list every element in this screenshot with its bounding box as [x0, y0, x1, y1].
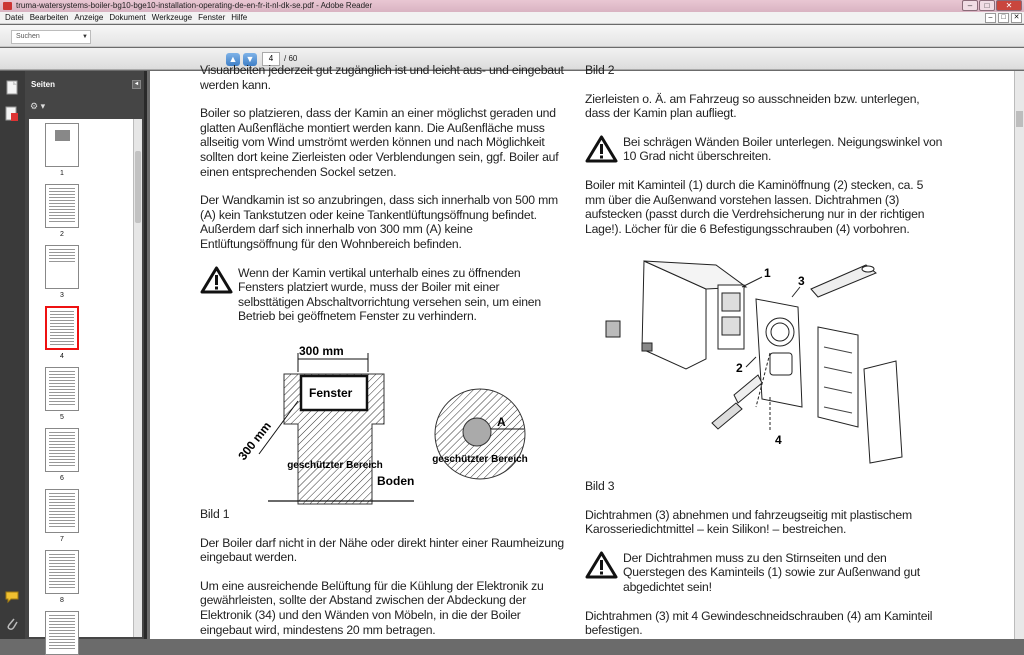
- menu-fenster[interactable]: Fenster: [198, 13, 226, 22]
- window-controls: [962, 0, 1022, 12]
- warning-seal: [585, 551, 945, 595]
- menu-dokument[interactable]: Dokument: [109, 13, 146, 22]
- figure-3-callout-3: 3: [798, 274, 805, 288]
- panel-menu-button[interactable]: ◂: [132, 80, 141, 89]
- arrow-up-icon: ▲: [228, 54, 238, 64]
- thumbnail-scrollbar[interactable]: [133, 119, 142, 637]
- thumbnail-page-2[interactable]: [45, 184, 79, 238]
- caption-figure-3: Bild 3: [585, 479, 615, 493]
- warning-text: Bei schrägen Wänden Boiler unterlegen. Neigungswinkel von 10 Grad nicht überschreiten.: [623, 134, 943, 164]
- window-label: Fenster: [309, 386, 353, 400]
- thumbnail-list: [29, 119, 133, 637]
- options-icon: ⚙ ▾: [30, 101, 46, 111]
- thumbnail-image: [45, 611, 79, 655]
- attachment-icon[interactable]: [5, 616, 19, 632]
- figure-3-diagram: [606, 257, 906, 479]
- paragraph-seal: Dichtrahmen (3) abnehmen und fahrzeugseitig mit plastischem Karosseriedichtmittel – kein Silikon! – bestreichen.: [585, 507, 912, 537]
- pages-panel-icon[interactable]: [5, 80, 19, 96]
- document-view[interactable]: [150, 63, 1014, 639]
- maximize-button[interactable]: □: [979, 0, 995, 11]
- dim-side-label: 300 mm: [235, 419, 274, 463]
- thumbnail-page-4[interactable]: [45, 306, 79, 360]
- figure-3-callout-4: 4: [775, 433, 782, 447]
- paragraph-screws: Dichtrahmen (3) mit 4 Gewindeschneidschrauben (4) am Kaminteil befestigen.: [585, 608, 933, 638]
- menu-werkzeuge[interactable]: Werkzeuge: [151, 13, 193, 22]
- thumbnail-page-6[interactable]: [45, 428, 79, 482]
- warning-text: Der Dichtrahmen muss zu den Stirnseiten und den Querstegen des Kaminteils (1) sowie zur Außenwand gut abgedichtet sein!: [623, 550, 920, 594]
- thumbnail-label: 3: [60, 292, 64, 299]
- page-number-input[interactable]: 4: [262, 52, 280, 66]
- thumbnail-label: 7: [60, 536, 64, 543]
- thumbnail-image: [45, 489, 79, 533]
- doc-minimize-button[interactable]: –: [985, 13, 996, 23]
- thumbnail-image: [45, 184, 79, 228]
- figure-3-callout-2: 2: [736, 361, 743, 375]
- window-title: truma-watersystems-boiler-bg10-bge10-installation-operating-de-en-fr-it-nl-dk-se.pdf - Adobe Reader: [16, 1, 373, 10]
- comment-icon[interactable]: [5, 589, 19, 605]
- title-bar: [0, 0, 1024, 12]
- doc-maximize-button[interactable]: □: [998, 13, 1009, 23]
- thumbnail-image-selected: [45, 306, 79, 350]
- left-column-lower: [200, 507, 565, 651]
- right-column-lower: [585, 479, 945, 652]
- minimize-button[interactable]: –: [962, 0, 978, 11]
- thumbnail-label: 5: [60, 414, 64, 421]
- thumbnail-label: 1: [60, 170, 64, 177]
- thumbnail-page-8[interactable]: [45, 550, 79, 604]
- pdf-page: [150, 63, 1014, 639]
- a-label: A: [497, 415, 506, 429]
- adobe-reader-icon: [3, 2, 12, 10]
- menu-hilfe[interactable]: Hilfe: [231, 13, 248, 22]
- thumbnail-image: [45, 245, 79, 289]
- thumbnail-label: 6: [60, 475, 64, 482]
- paragraph-placement: Boiler so platzieren, dass der Kamin an einer möglichst geraden und glatten Außenfläche montiert werden kann. Die Außenfläche muss allseitig vom Wind umströmt werden können und nach Möglichkeit sollten dort keine Zierleisten oder Verblendungen sein, ggf. Boiler auf einen entsprechenden Sockel setzen.: [200, 106, 559, 179]
- warning-window: [200, 266, 565, 324]
- caption-figure-1: Bild 1: [200, 507, 230, 521]
- warning-text: Wenn der Kamin vertikal unterhalb eines zu öffnenden Fensters platziert wurde, muss der Boiler mit einer selbsttätigen Abschaltvorrichtung versehen sein, um einen Betrieb bei geöffnetem Fenster zu verhindern.: [238, 265, 541, 324]
- menu-bearbeiten[interactable]: Bearbeiten: [29, 13, 69, 22]
- pages-panel-header: [25, 78, 143, 92]
- dim-top-label: 300 mm: [299, 344, 344, 358]
- thumbnail-page-7[interactable]: [45, 489, 79, 543]
- thumbnail-label: 4: [60, 353, 64, 360]
- document-scrollbar[interactable]: [1014, 71, 1024, 639]
- menu-anzeige[interactable]: Anzeige: [74, 13, 104, 22]
- thumbnail-page-1[interactable]: [45, 123, 79, 177]
- paragraph-wall-chimney: Der Wandkamin ist so anzubringen, dass sich innerhalb von 500 mm (A) kein Tankstutzen oder keine Tankentlüftungsöffnung befindet. Außerdem darf sich innerhalb von 300 mm (A) keine Entlüftungsöffnung für den Wohnbereich befinden.: [200, 193, 558, 251]
- protected-circle-label: geschützter Bereich: [432, 454, 528, 465]
- warning-icon: [200, 266, 233, 294]
- search-dropdown-icon[interactable]: ▼: [82, 34, 88, 40]
- close-button[interactable]: ✕: [996, 0, 1022, 11]
- thumbnail-image: [45, 367, 79, 411]
- doc-close-button[interactable]: ✕: [1011, 13, 1022, 23]
- thumbnail-page-5[interactable]: [45, 367, 79, 421]
- left-column: [200, 63, 565, 338]
- pages-panel-title: Seiten: [31, 80, 56, 89]
- paragraph-chimney-insert: Boiler mit Kaminteil (1) durch die Kaminöffnung (2) stecken, ca. 5 mm über die Außenwand vorstehen lassen. Dichtrahmen (3) aufstecken (passt durch die Verdrehsicherung nur in der richtigen Lage!). Löcher für die 6 Befestigungsschrauben (4) vorbohren.: [585, 177, 925, 236]
- scrollbar-thumb[interactable]: [135, 151, 141, 223]
- thumbnail-label: 2: [60, 231, 64, 238]
- warning-slope: [585, 135, 945, 164]
- caption-figure-2: Bild 2: [585, 63, 615, 77]
- warning-icon: [585, 135, 618, 163]
- page-total: / 60: [284, 54, 298, 63]
- pages-panel: [25, 71, 147, 639]
- paragraph-trim: Zierleisten o. Ä. am Fahrzeug so ausschneiden bzw. unterlegen, dass der Kamin plan aufliegt.: [585, 91, 920, 121]
- floor-label: Boden: [377, 474, 415, 488]
- menu-datei[interactable]: Datei: [5, 13, 24, 22]
- scrollbar-thumb[interactable]: [1016, 111, 1023, 127]
- protected-area-label: geschützter Bereich: [287, 460, 383, 471]
- panel-options-button[interactable]: [30, 101, 45, 112]
- document-window-controls: [985, 13, 1022, 23]
- paragraph-heater: Der Boiler darf nicht in der Nähe oder direkt hinter einer Raumheizung eingebaut werden.: [200, 535, 565, 565]
- warning-icon: [585, 551, 618, 579]
- search-placeholder: Suchen: [16, 33, 40, 40]
- thumbnail-page-3[interactable]: [45, 245, 79, 299]
- thumbnail-image: [45, 550, 79, 594]
- right-column: [585, 63, 945, 250]
- thumbnail-page-9[interactable]: [45, 611, 79, 655]
- thumbnail-label: 8: [60, 597, 64, 604]
- figure-1-diagram: [234, 339, 534, 509]
- security-panel-icon[interactable]: [5, 106, 19, 122]
- navigation-icon-rail: [0, 71, 25, 639]
- thumbnail-image: [45, 123, 79, 167]
- thumbnail-image: [45, 428, 79, 472]
- search-input[interactable]: [11, 30, 91, 44]
- paragraph-ventilation: Um eine ausreichende Belüftung für die Kühlung der Elektronik zu gewährleisten, sollte der Abstand zwischen der Abdeckung der Elektronik (34) und den Wänden von Möbeln, in die der Boiler eingebaut wird, mindestens 20 mm betragen.: [200, 578, 544, 637]
- arrow-down-icon: ▼: [245, 54, 255, 64]
- paragraph-intro: Visuarbeiten jederzeit gut zugänglich ist und leicht aus- und eingebaut werden kann.: [200, 63, 564, 92]
- menu-bar: [0, 12, 1024, 24]
- figure-3-callout-1: 1: [764, 266, 771, 280]
- search-toolbar: [0, 25, 1024, 47]
